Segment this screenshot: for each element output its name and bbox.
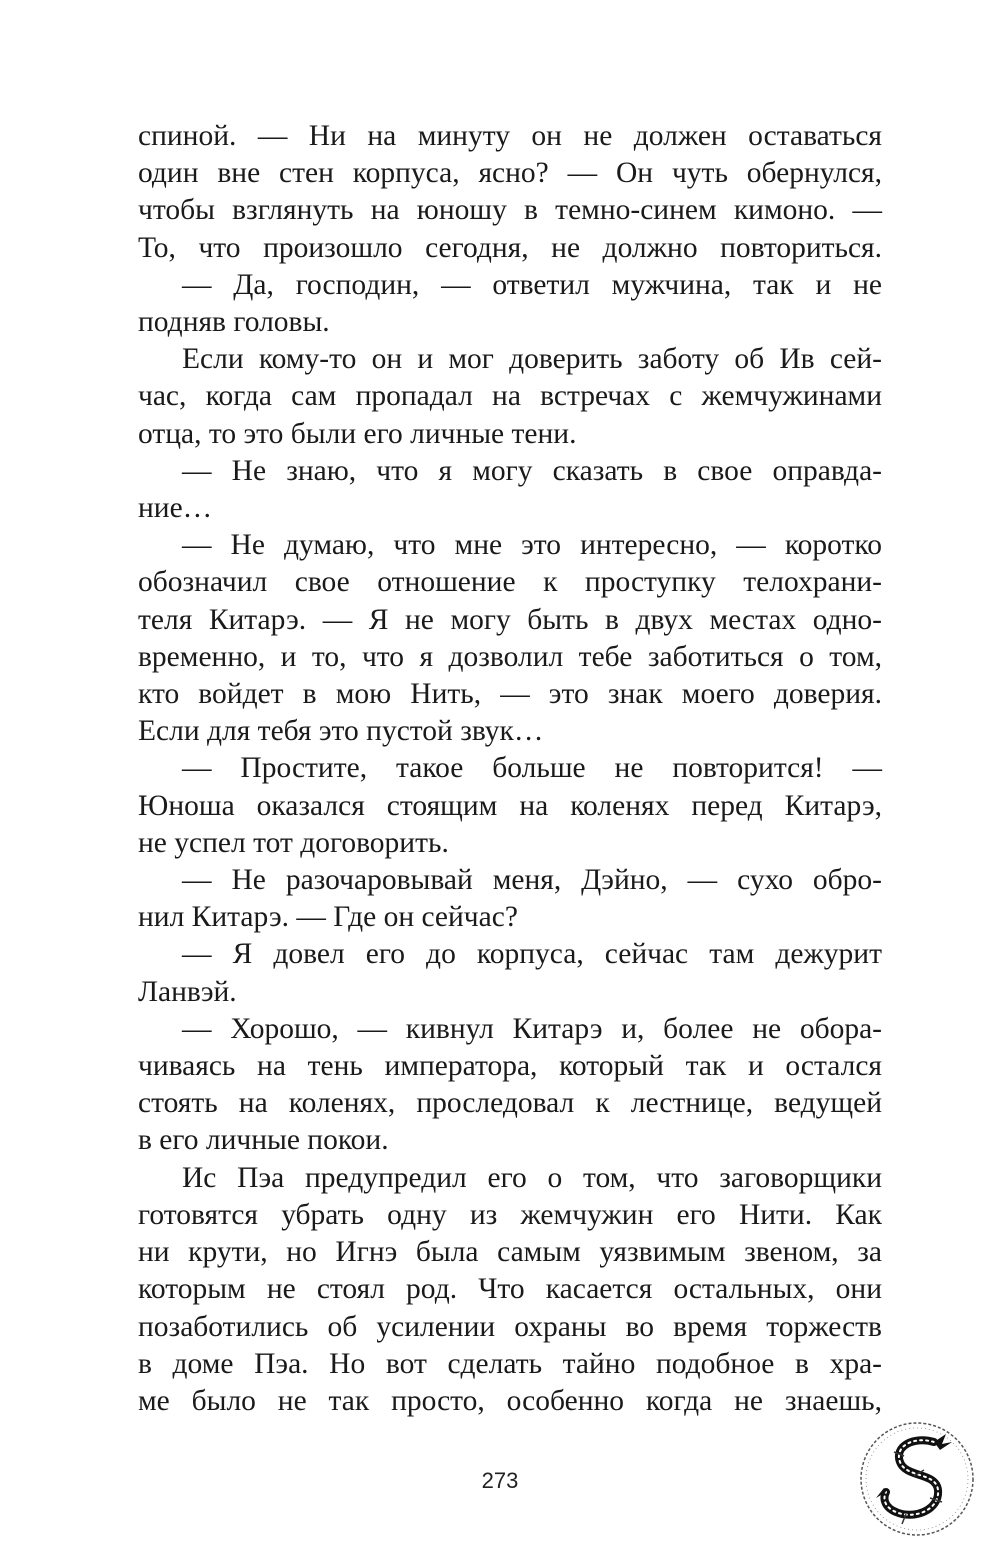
text-line: ни крути, но Игнэ была самым уязвимым звеном, за xyxy=(138,1236,882,1269)
text-line: временно, и то, что я дозволил тебе заботиться о том, xyxy=(138,640,882,673)
text-line: ме было не так просто, особенно когда не знаешь, xyxy=(138,1384,882,1417)
text-line: позаботились об усилении охраны во время торжеств xyxy=(138,1310,882,1343)
dragon-seal-icon xyxy=(856,1418,978,1540)
text-line: Ланвэй. xyxy=(138,975,237,1008)
text-line: чтобы взглянуть на юношу в темно-синем кимоно. — xyxy=(138,194,882,227)
text-line: один вне стен корпуса, ясно? — Он чуть обернулся, xyxy=(138,157,882,190)
text-line: — Не разочаровывай меня, Дэйно, — сухо обро- xyxy=(182,864,882,897)
text-line: не успел тот договорить. xyxy=(138,826,449,859)
text-line: — Не думаю, что мне это интересно, — коротко xyxy=(182,529,882,562)
text-line: чиваясь на тень императора, который так и остался xyxy=(138,1050,882,1083)
text-line: которым не стоял род. Что касается остальных, они xyxy=(138,1273,882,1306)
text-line: час, когда сам пропадал на встречах с жемчужинами xyxy=(138,380,882,413)
text-line: — Простите, такое больше не повторится! — xyxy=(182,752,882,785)
text-line: в его личные покои. xyxy=(138,1124,389,1157)
text-line: теля Китарэ. — Я не могу быть в двух местах одно- xyxy=(138,603,882,636)
text-line: нил Китарэ. — Где он сейчас? xyxy=(138,901,518,934)
body-text xyxy=(138,118,882,1420)
text-line: отца, то это были его личные тени. xyxy=(138,417,577,450)
text-line: Если для тебя это пустой звук… xyxy=(138,715,544,748)
text-line: спиной. — Ни на минуту он не должен оставаться xyxy=(138,120,882,152)
text-line: — Да, господин, — ответил мужчина, так и не xyxy=(182,268,882,301)
text-line: в доме Пэа. Но вот сделать тайно подобное в хра- xyxy=(138,1347,882,1380)
text-line: кто войдет в мою Нить, — это знак моего доверия. xyxy=(138,678,882,711)
text-line: То, что произошло сегодня, не должно повториться. xyxy=(138,231,882,264)
text-line: готовятся убрать одну из жемчужин его Нити. Как xyxy=(138,1198,882,1231)
text-line: ние… xyxy=(138,492,213,525)
text-line: обозначил свое отношение к проступку телохрани- xyxy=(138,566,882,599)
text-line: — Хорошо, — кивнул Китарэ и, более не обора- xyxy=(182,1012,882,1045)
text-line: стоять на коленях, проследовал к лестнице, ведущей xyxy=(138,1087,882,1120)
text-line: — Я довел его до корпуса, сейчас там дежурит xyxy=(182,938,882,971)
text-line: Юноша оказался стоящим на коленях перед Китарэ, xyxy=(138,789,882,822)
text-line: — Не знаю, что я могу сказать в свое оправда- xyxy=(182,454,882,487)
text-line: Ис Пэа предупредил его о том, что заговорщики xyxy=(182,1161,882,1194)
page-number: 273 xyxy=(481,1468,519,1493)
text-line: подняв головы. xyxy=(138,306,330,339)
text-line: Если кому-то он и мог доверить заботу об Ив сей- xyxy=(182,343,882,376)
